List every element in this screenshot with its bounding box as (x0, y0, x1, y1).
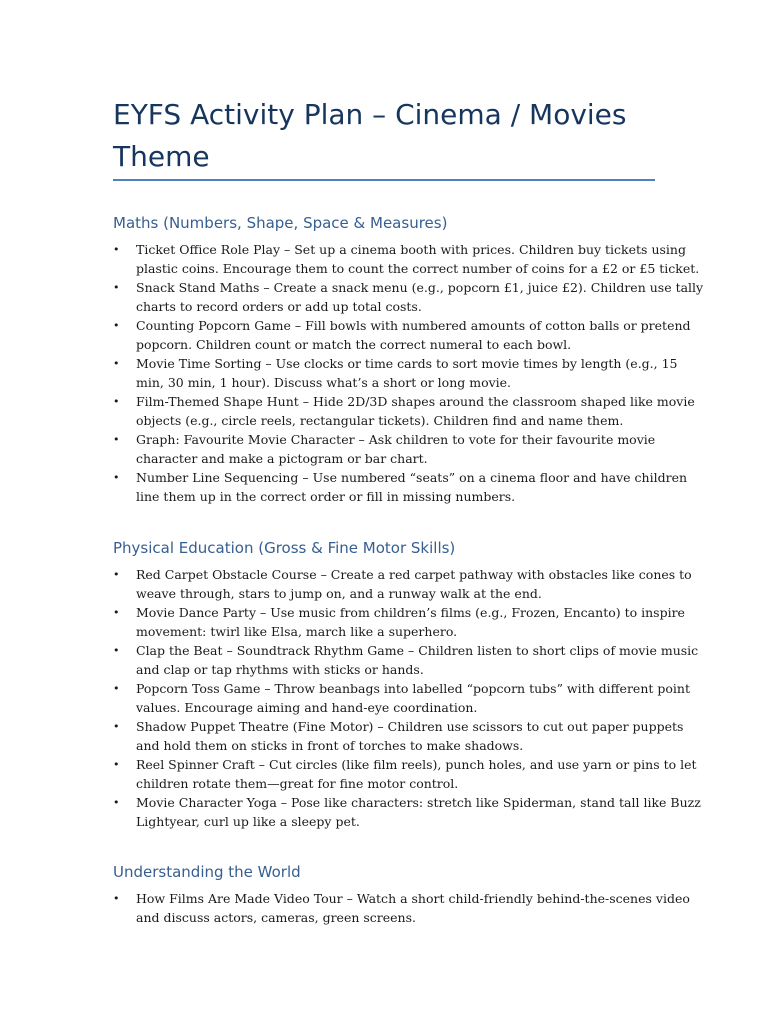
list-item-text-line: children rotate them—great for fine motor control. (136, 776, 459, 791)
list-item (113, 392, 695, 430)
list-item-text-line: character and make a pictogram or bar chart. (136, 451, 428, 466)
list-item (113, 354, 678, 392)
list-item-text-line: Reel Spinner Craft – Cut circles (like film reels), punch holes, and use yarn or pins to let (136, 757, 697, 772)
list-item (113, 565, 692, 603)
bullet-list-understanding-the-world (113, 889, 690, 927)
list-item-text-line: charts to record orders or add up total costs. (136, 299, 422, 314)
list-item (113, 316, 691, 354)
section-heading-understanding-the-world: Understanding the World (113, 863, 301, 881)
list-item-text-line: Lightyear, curl up like a sleepy pet. (136, 814, 360, 829)
bullet-list-physical-education (113, 565, 701, 831)
bullet-icon: • (113, 892, 120, 905)
section-heading-physical-education: Physical Education (Gross & Fine Motor Skills) (113, 539, 456, 557)
section-physical-education (113, 537, 701, 831)
section-heading-maths: Maths (Numbers, Shape, Space & Measures) (113, 214, 448, 232)
list-item-text-line: Counting Popcorn Game – Fill bowls with numbered amounts of cotton balls or pretend (136, 318, 691, 333)
bullet-icon: • (113, 796, 120, 809)
bullet-icon: • (113, 720, 120, 733)
bullet-icon: • (113, 243, 120, 256)
section-understanding-the-world (113, 861, 690, 927)
list-item (113, 641, 699, 679)
list-item-text-line: Movie Time Sorting – Use clocks or time cards to sort movie times by length (e.g., 15 (136, 356, 678, 371)
list-item-text-line: Movie Dance Party – Use music from children’s films (e.g., Frozen, Encanto) to inspire (136, 605, 685, 620)
list-item-text-line: values. Encourage aiming and hand-eye coordination. (136, 700, 478, 715)
list-item-text-line: movement: twirl like Elsa, march like a superhero. (136, 624, 458, 639)
list-item (113, 717, 684, 755)
list-item-text-line: Film-Themed Shape Hunt – Hide 2D/3D shapes around the classroom shaped like movie (136, 394, 695, 409)
list-item-text-line: and clap or tap rhythms with sticks or hands. (136, 662, 424, 677)
bullet-icon: • (113, 395, 120, 408)
list-item-text-line: Movie Character Yoga – Pose like characters: stretch like Spiderman, stand tall like Buzz (136, 795, 701, 810)
list-item-text-line: min, 30 min, 1 hour). Discuss what’s a short or long movie. (136, 375, 512, 390)
list-item (113, 430, 658, 468)
bullet-icon: • (113, 682, 120, 695)
list-item (113, 793, 701, 831)
list-item (113, 755, 697, 793)
list-item-text-line: Ticket Office Role Play – Set up a cinema booth with prices. Children buy tickets using (136, 242, 686, 257)
list-item (113, 603, 685, 641)
list-item-text-line: Snack Stand Maths – Create a snack menu (e.g., popcorn £1, juice £2). Children use tally (136, 280, 704, 295)
bullet-icon: • (113, 758, 120, 771)
list-item-text-line: and discuss actors, cameras, green screens. (136, 910, 416, 925)
list-item-text-line: Shadow Puppet Theatre (Fine Motor) – Children use scissors to cut out paper puppets (136, 719, 684, 734)
bullet-icon: • (113, 281, 120, 294)
list-item (113, 278, 704, 316)
bullet-icon: • (113, 606, 120, 619)
list-item-text-line: weave through, stars to jump on, and a runway walk at the end. (136, 586, 542, 601)
title-underline-rule (113, 179, 655, 181)
bullet-icon: • (113, 357, 120, 370)
list-item (113, 889, 690, 927)
section-maths (113, 212, 704, 506)
list-item-text-line: Clap the Beat – Soundtrack Rhythm Game – Children listen to short clips of movie music (136, 643, 699, 658)
bullet-list-maths (113, 240, 704, 506)
list-item (113, 679, 690, 717)
bullet-icon: • (113, 319, 120, 332)
document-title: EYFS Activity Plan – Cinema / Movies Theme (113, 98, 627, 173)
list-item-text-line: popcorn. Children count or match the correct numeral to each bowl. (136, 337, 572, 352)
bullet-icon: • (113, 568, 120, 581)
list-item (113, 240, 700, 278)
bullet-icon: • (113, 471, 120, 484)
list-item-text-line: line them up in the correct order or fill in missing numbers. (136, 489, 516, 504)
bullet-icon: • (113, 433, 120, 446)
list-item-text-line: and hold them on sticks in front of torches to make shadows. (136, 738, 524, 753)
list-item-text-line: Popcorn Toss Game – Throw beanbags into labelled “popcorn tubs” with different point (136, 681, 690, 696)
list-item-text-line: objects (e.g., circle reels, rectangular tickets). Children find and name them. (136, 413, 624, 428)
list-item-text-line: Number Line Sequencing – Use numbered “seats” on a cinema floor and have children (136, 470, 688, 485)
bullet-icon: • (113, 644, 120, 657)
list-item-text-line: Graph: Favourite Movie Character – Ask children to vote for their favourite movie (136, 432, 656, 447)
list-item (113, 468, 688, 506)
list-item-text-line: plastic coins. Encourage them to count the correct number of coins for a £2 or £5 ticket. (136, 261, 700, 276)
list-item-text-line: Red Carpet Obstacle Course – Create a red carpet pathway with obstacles like cones to (136, 567, 692, 582)
list-item-text-line: How Films Are Made Video Tour – Watch a short child-friendly behind-the-scenes video (136, 891, 690, 906)
